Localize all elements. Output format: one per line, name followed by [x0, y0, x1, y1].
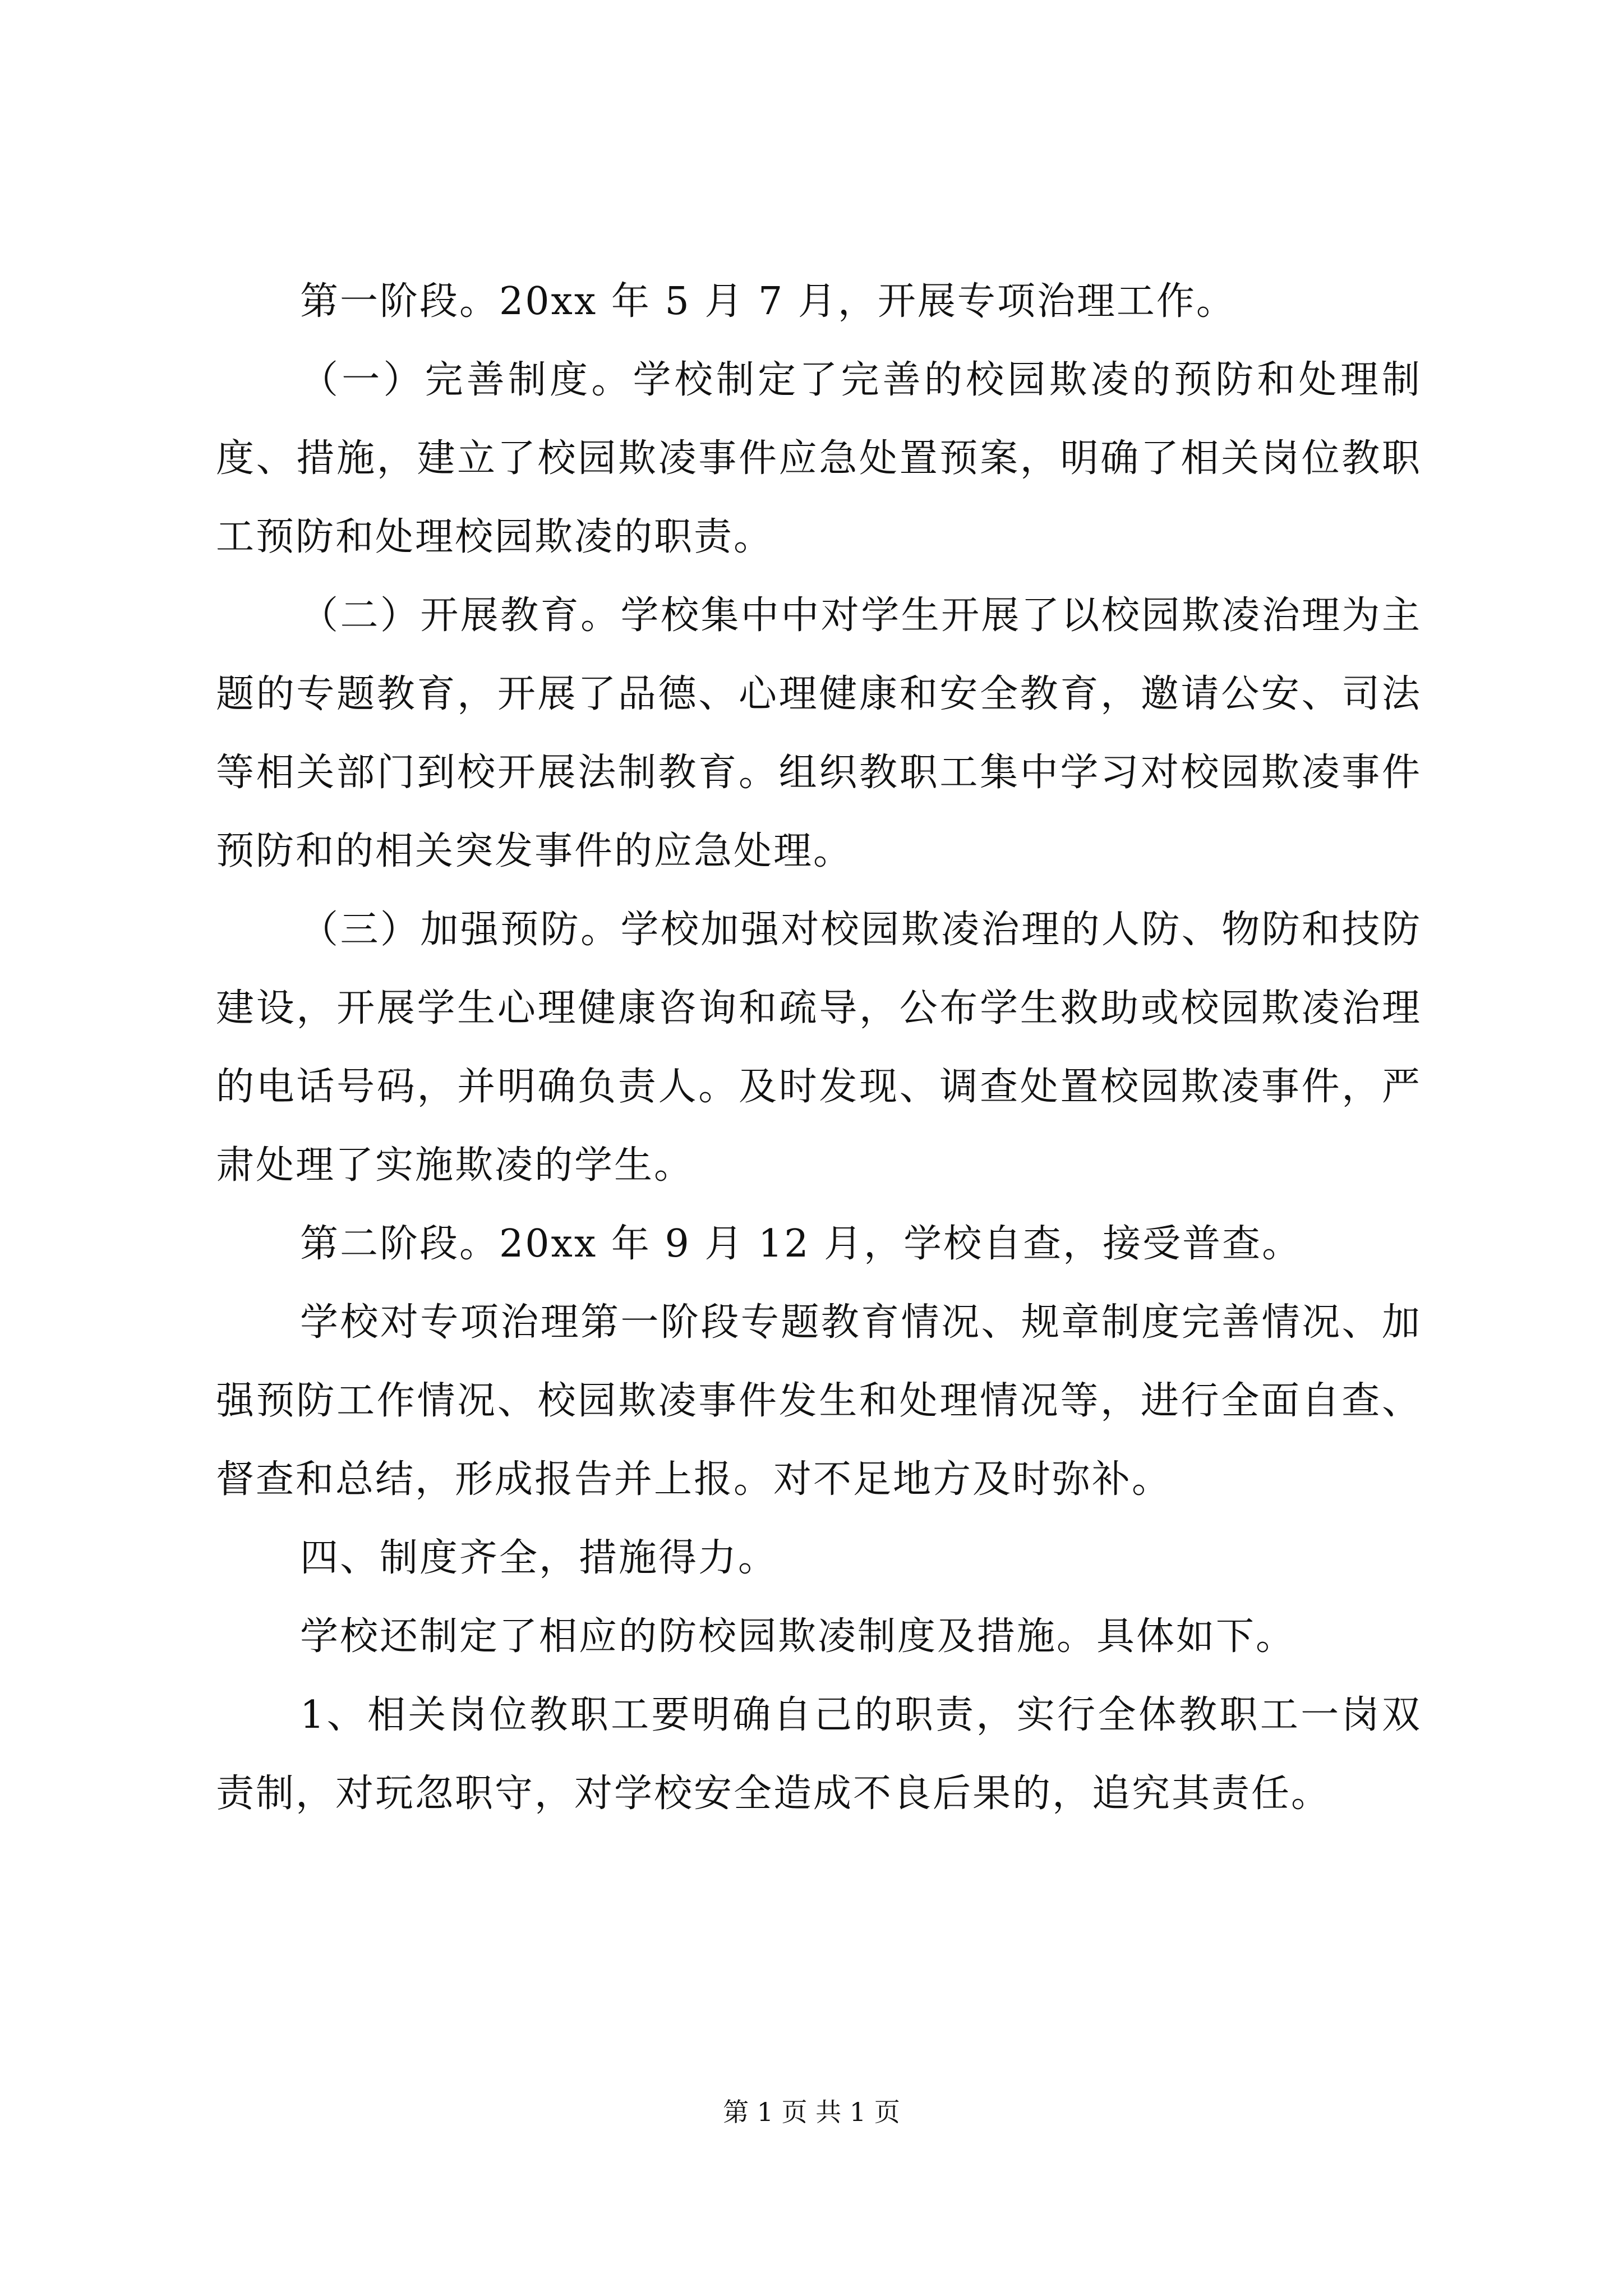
page-footer: 第 1 页 共 1 页	[723, 2097, 900, 2127]
document-body	[216, 263, 1422, 1833]
paragraph-measures-intro: 学校还制定了相应的防校园欺凌制度及措施。具体如下。	[300, 1614, 1296, 1659]
paragraph-prevention: （三）加强预防。学校加强对校园欺凌治理的人防、物防和技防建设，开展学生心理健康咨询和疏导，公布学生救助或校园欺凌治理的电话号码，并明确负责人。及时发现、调查处置校园欺凌事件，严肃处理了实施欺凌的学生。	[216, 908, 1422, 1188]
paragraph-self-inspection: 学校对专项治理第一阶段专题教育情况、规章制度完善情况、加强预防工作情况、校园欺凌事件发生和处理情况等，进行全面自查、督查和总结，形成报告并上报。对不足地方及时弥补。	[216, 1300, 1422, 1502]
paragraph-phase-two: 第二阶段。20xx 年 9 月 12 月，学校自查，接受普查。	[300, 1222, 1302, 1266]
paragraph-phase-one: 第一阶段。20xx 年 5 月 7 月，开展专项治理工作。	[300, 279, 1236, 324]
paragraph-improve-system: （一）完善制度。学校制定了完善的校园欺凌的预防和处理制度、措施，建立了校园欺凌事件应急处置预案，明确了相关岗位教职工预防和处理校园欺凌的职责。	[216, 358, 1422, 559]
paragraph-measure-one: 1、相关岗位教职工要明确自己的职责，实行全体教职工一岗双责制，对玩忽职守，对学校安全造成不良后果的，追究其责任。	[216, 1693, 1422, 1816]
paragraph-section-four: 四、制度齐全，措施得力。	[300, 1536, 778, 1580]
paragraph-education: （二）开展教育。学校集中中对学生开展了以校园欺凌治理为主题的专题教育，开展了品德、心理健康和安全教育，邀请公安、司法等相关部门到校开展法制教育。组织教职工集中学习对校园欺凌事件预防和的相关突发事件的应急处理。	[216, 593, 1422, 873]
